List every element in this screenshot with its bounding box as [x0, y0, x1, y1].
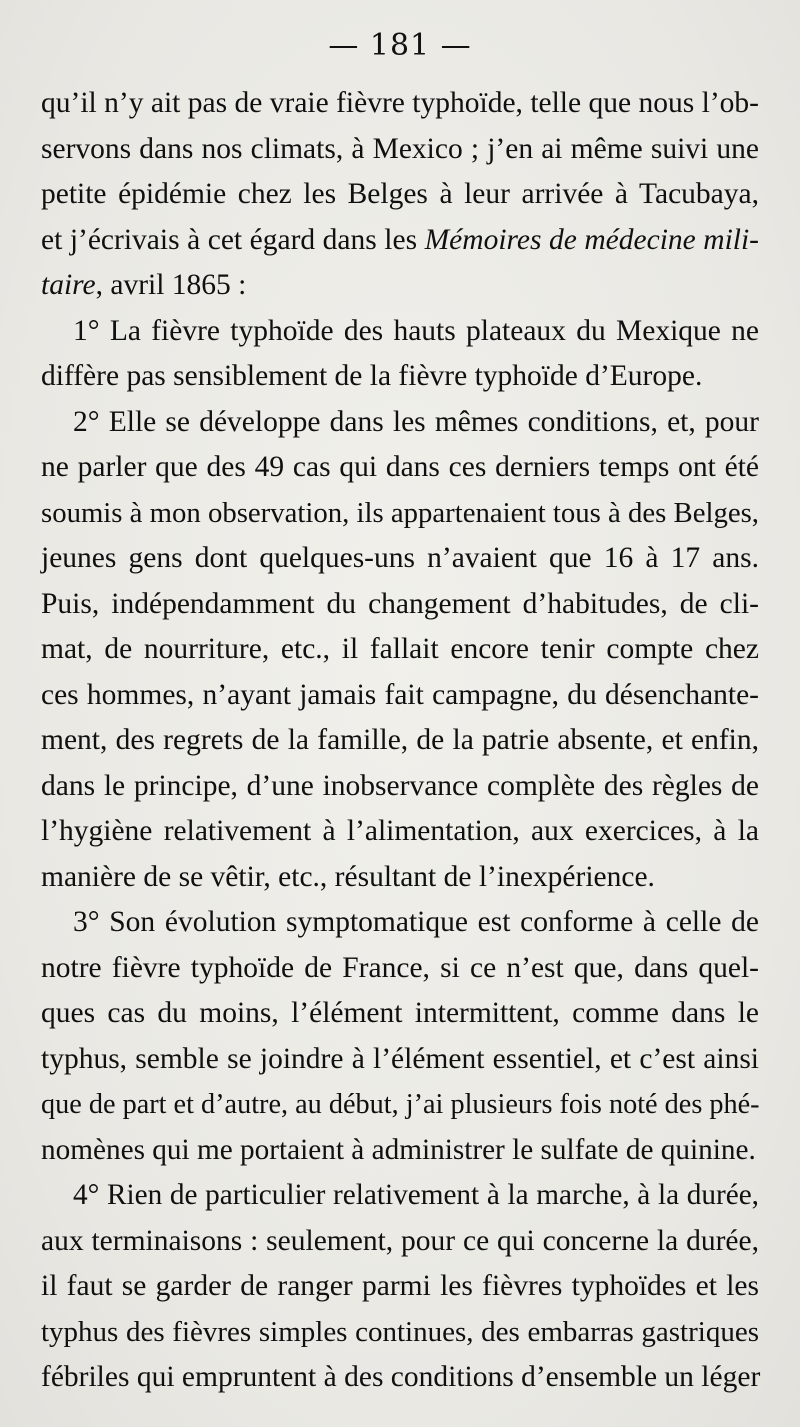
italic-title: taire	[41, 269, 96, 301]
text-line: ces hommes, n’ayant jamais fait campagne, du désenchante-	[41, 678, 759, 711]
text-line: ques cas du moins, l’élément intermittent, comme dans le	[41, 997, 759, 1029]
text-run: , avril 1865 :	[95, 269, 247, 301]
text-line: qu’il n’y ait pas de vraie fièvre typhoïde, telle que nous l’ob-	[41, 87, 759, 119]
text-line: diffère pas sensiblement de la fièvre typhoïde d’Europe.	[41, 360, 703, 392]
text-line: 2° Elle se développe dans les mêmes conditions, et, pour	[73, 405, 759, 438]
text-line	[41, 263, 759, 309]
text-line: aux terminaisons : seulement, pour ce qui concerne la durée,	[41, 1224, 759, 1257]
text-line: manière de se vêtir, etc., résultant de l’inexpérience.	[41, 860, 655, 893]
text-line: ment, des regrets de la famille, de la patrie absente, et enfin,	[41, 724, 759, 756]
text-line: typhus des fièvres simples continues, des embarras gastriques	[41, 1315, 759, 1348]
text-line: il faut se garder de ranger parmi les fièvres typhoïdes et les	[41, 1270, 759, 1302]
text-line: notre fièvre typhoïde de France, si ce n’est que, dans quel-	[41, 951, 759, 984]
text-line: dans le principe, d’une inobservance complète des règles de	[41, 769, 759, 802]
text-line: petite épidémie chez les Belges à leur arrivée à Tacubaya,	[41, 178, 759, 210]
body-text	[41, 81, 759, 1401]
italic-title: Mémoires de médecine mili-	[424, 223, 759, 256]
text-line: soumis à mon observation, ils appartenaient tous à des Belges,	[41, 496, 759, 529]
text-line: nomènes qui me portaient à administrer le sulfate de quinine.	[41, 1133, 756, 1166]
page-number: — 181 —	[328, 28, 472, 63]
text-line: 1° La fièvre typhoïde des hauts plateaux du Mexique ne	[73, 314, 759, 347]
text-line: que de part et d’autre, au début, j’ai plusieurs fois noté des phé-	[41, 1089, 760, 1120]
text-line: jeunes gens dont quelques-uns n’avaient que 16 à 17 ans.	[41, 542, 759, 574]
text-run: et j’écrivais à cet égard dans les	[41, 223, 425, 256]
text-line: Puis, indépendamment du changement d’habitudes, de cli-	[41, 587, 759, 620]
text-line: l’hygiène relativement à l’alimentation, aux exercices, à la	[41, 815, 759, 847]
text-line: typhus, semble se joindre à l’élément essentiel, et c’est ainsi	[41, 1042, 759, 1075]
text-line: mat, de nourriture, etc., il fallait encore tenir compte chez	[41, 633, 759, 665]
text-line: fébriles qui empruntent à des conditions d’ensemble un léger	[41, 1361, 761, 1393]
text-line: servons dans nos climats, à Mexico ; j’en ai même suivi une	[41, 132, 759, 165]
text-line	[41, 218, 759, 264]
text-line: 3° Son évolution symptomatique est conforme à celle de	[73, 906, 759, 938]
text-line: 4° Rien de particulier relativement à la marche, à la durée,	[73, 1179, 759, 1211]
text-line: ne parler que des 49 cas qui dans ces derniers temps ont été	[41, 451, 759, 483]
